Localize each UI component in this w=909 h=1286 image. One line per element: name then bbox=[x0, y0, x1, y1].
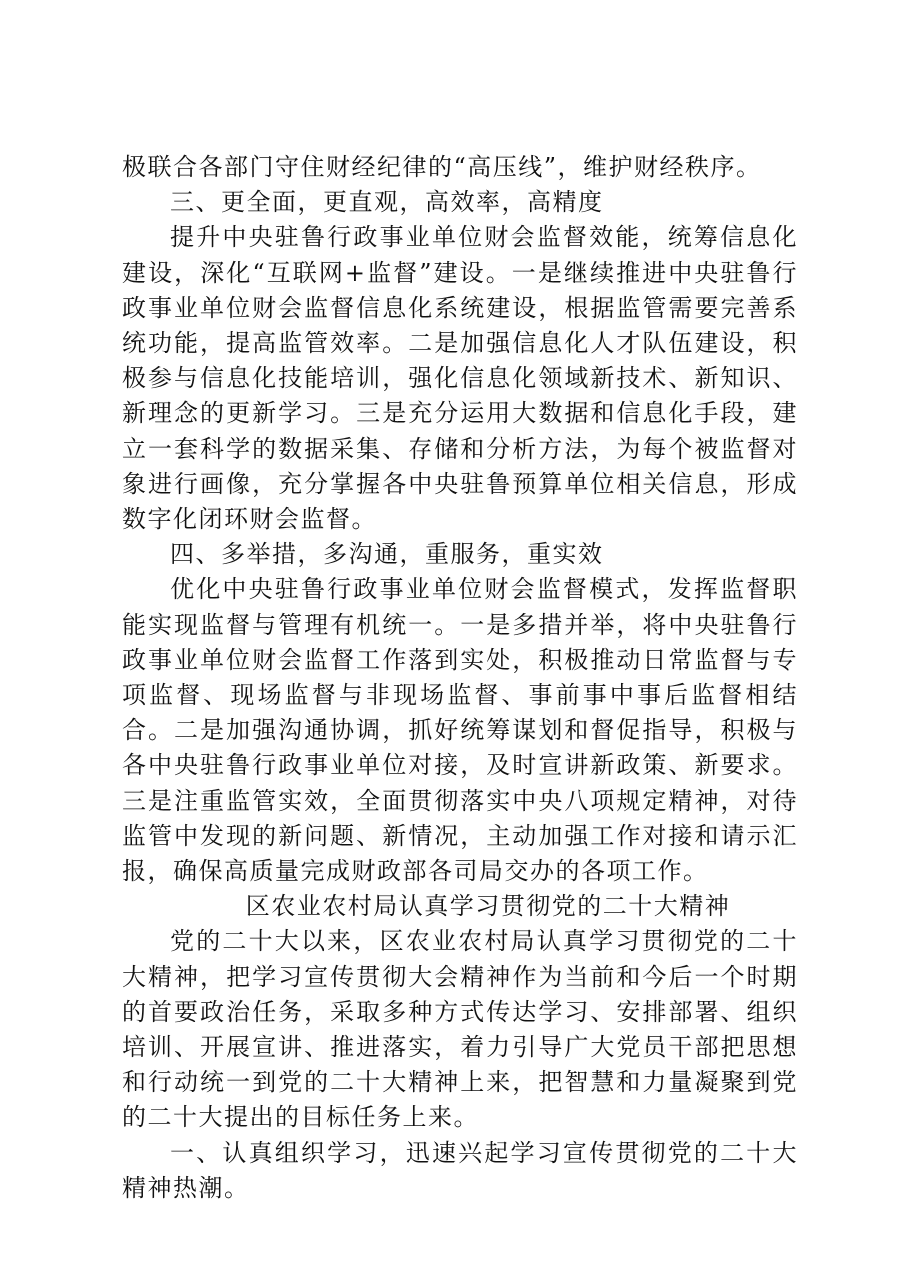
document-body bbox=[122, 150, 798, 1206]
article-title: 区农业农村局认真学习贯彻党的二十大精神 bbox=[245, 892, 731, 921]
paragraph-supervision-mode: 优化中央驻鲁行政事业单位财会监督模式，发挥监督职能实现监督与管理有机统一。一是多措并举，将中央驻鲁行政事业单位财会监督工作落到实处，积极推动日常监督与专项监督、现场监督与非现场监督、事前事中事后监督相结合。二是加强沟通协调，抓好统筹谋划和督促指导，积极与各中央驻鲁行政事业单位对接，及时宣讲新政策、新要求。三是注重监管实效，全面贯彻落实中央八项规定精神，对待监管中发现的新问题、新情况，主动加强工作对接和请示汇报，确保高质量完成财政部各司局交办的各项工作。 bbox=[122, 575, 798, 886]
section-heading-three: 三、更全面，更直观，高效率，高精度 bbox=[170, 188, 604, 217]
section-heading-four: 四、多举措，多沟通，重服务，重实效 bbox=[170, 540, 604, 569]
paragraph-informatization: 提升中央驻鲁行政事业单位财会监督效能，统筹信息化建设，深化“互联网+监督”建设。一是继续推进中央驻鲁行政事业单位财会监督信息化系统建设，根据监管需要完善系统功能，提高监管效率。二是加强信息化人才队伍建设，积极参与信息化技能培训，强化信息化领域新技术、新知识、新理念的更新学习。三是充分运用大数据和信息化手段，建立一套科学的数据采集、存储和分析方法，为每个被监督对象进行画像，充分掌握各中央驻鲁预算单位相关信息，形成数字化闭环财会监督。 bbox=[122, 223, 798, 534]
paragraph-intro: 党的二十大以来，区农业农村局认真学习贯彻党的二十大精神，把学习宣传贯彻大会精神作为当前和今后一个时期的首要政治任务，采取多种方式传达学习、安排部署、组织培训、开展宣讲、推进落实，着力引导广大党员干部把思想和行动统一到党的二十大精神上来，把智慧和力量凝聚到党的二十大提出的目标任务上来。 bbox=[122, 927, 798, 1132]
section-heading-one: 一、认真组织学习，迅速兴起学习宣传贯彻党的二十大精神热潮。 bbox=[122, 1138, 798, 1202]
paragraph-continued: 极联合各部门守住财经纪律的“高压线”，维护财经秩序。 bbox=[122, 153, 762, 181]
